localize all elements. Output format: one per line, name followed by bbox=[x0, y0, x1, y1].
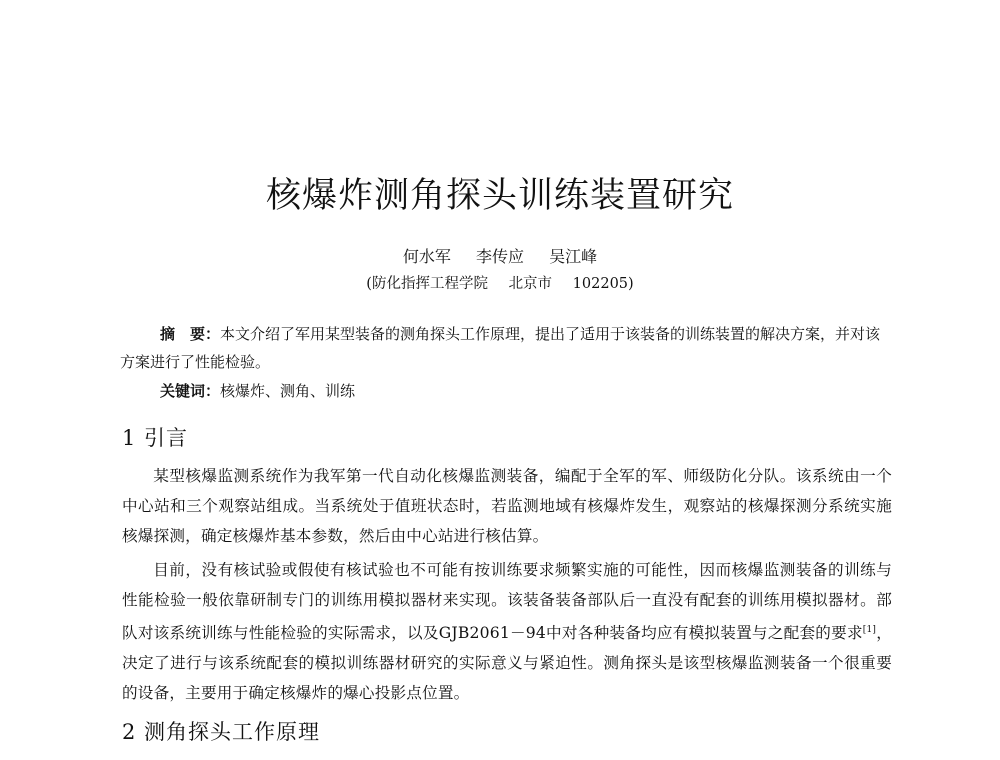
body-paragraph bbox=[122, 555, 892, 708]
keywords-text: 核爆炸、测角、训练 bbox=[220, 382, 356, 400]
section-heading: 1 引言 bbox=[122, 426, 189, 450]
paper-title: 核爆炸测角探头训练装置研究 bbox=[265, 176, 734, 216]
paragraph-text: ，决定了进行与该系统配套的模拟训练器材研究的实际意义与紧迫性。测角探头是该型核爆监测装备一个很重要的设备，主要用于确定核爆炸的爆心投影点位置。 bbox=[122, 624, 892, 703]
keywords bbox=[160, 379, 860, 403]
author-name: 何水军 bbox=[402, 247, 451, 266]
abstract-label: 摘 要： bbox=[160, 325, 221, 343]
body-paragraph: 某型核爆监测系统作为我军第一代自动化核爆监测装备，编配于全军的军、师级防化分队。该系统由一个中心站和三个观察站组成。当系统处于值班状态时，若监测地域有核爆炸发生，观察站的核爆探测分系统实施核爆探测，确定核爆炸基本参数，然后由中心站进行核估算。 bbox=[122, 467, 892, 545]
author-name: 吴江峰 bbox=[549, 247, 598, 266]
citation-ref: [1] bbox=[862, 625, 877, 635]
affiliation bbox=[0, 272, 1000, 293]
author-list bbox=[0, 244, 1000, 267]
author-name: 李传应 bbox=[475, 247, 524, 266]
keywords-label: 关键词： bbox=[160, 382, 221, 400]
abstract bbox=[120, 320, 892, 376]
section-heading: 2 测角探头工作原理 bbox=[122, 720, 321, 744]
affiliation-postcode: 102205) bbox=[572, 276, 634, 292]
affiliation-institute: (防化指挥工程学院 bbox=[366, 276, 488, 292]
abstract-text: 本文介绍了军用某型装备的测角探头工作原理，提出了适用于该装备的训练装置的解决方案，并对该方案进行了性能检验。 bbox=[120, 325, 881, 371]
affiliation-city: 北京市 bbox=[508, 276, 553, 292]
paragraph-text: 目前，没有核试验或假使有核试验也不可能有按训练要求频繁实施的可能性，因而核爆监测装备的训练与性能检验一般依靠研制专门的训练用模拟器材来实现。该装备装备部队后一直没有配套的训练用模拟器材。部队对该系统训练与性能检验的实际需求，以及GJB2061－94中对各种装备均应有模拟装置与之配套的要求 bbox=[122, 561, 892, 643]
